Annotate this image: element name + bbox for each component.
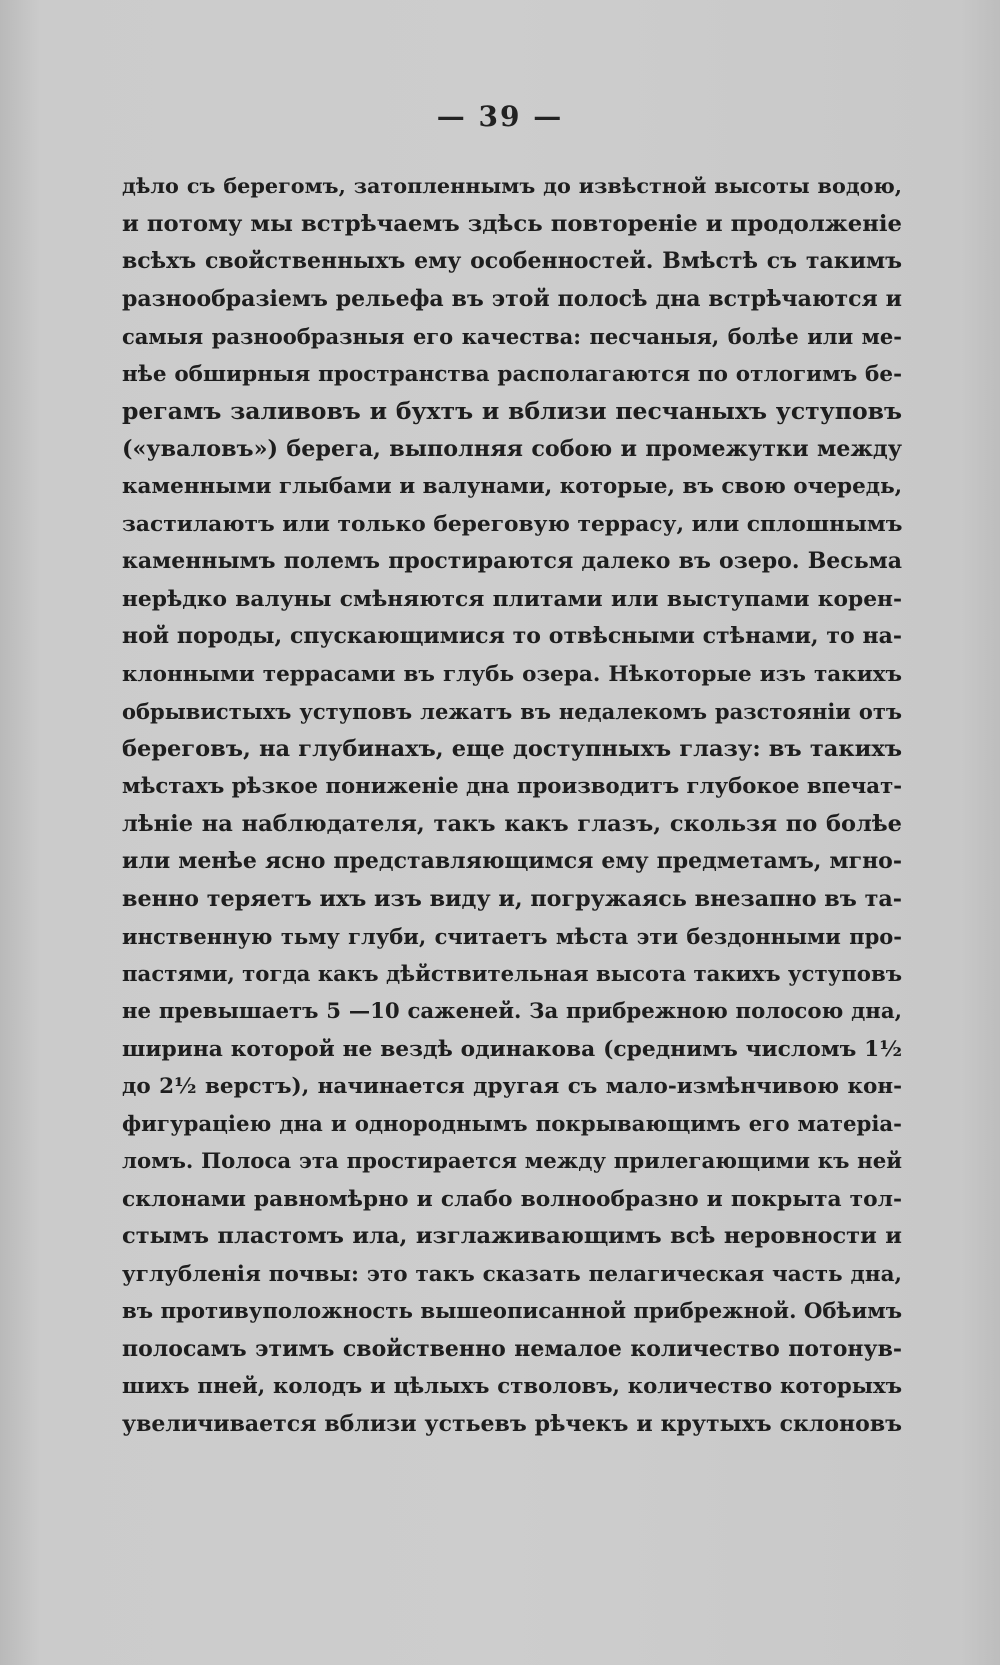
text-line-20: венно теряетъ ихъ изъ виду и, погружаясь внезапно въ та-: [122, 885, 902, 912]
text-line-9: каменными глыбами и валунами, которые, въ свою очередь,: [122, 474, 902, 499]
text-line-25: до 2½ верстъ), начинается другая съ мало-измѣнчивою кон-: [122, 1074, 902, 1099]
text-line-2: и потому мы встрѣчаемъ здѣсь повторенiе и продолженiе: [122, 210, 902, 237]
body-text: [122, 168, 902, 1443]
text-line-6: нѣе обширныя пространства располагаются по отлогимъ бе-: [122, 361, 902, 387]
text-line-13: ной породы, спускающимися то отвѣсными стѣнами, то на-: [122, 623, 902, 649]
text-line-22: пастями, тогда какъ дѣйствительная высота такихъ уступовъ: [122, 961, 902, 987]
text-line-16: береговъ, на глубинахъ, еще доступныхъ глазу: въ такихъ: [122, 735, 902, 762]
text-line-4: разнообразiемъ рельефа въ этой полосѣ дна встрѣчаются и: [122, 285, 902, 312]
text-line-8: («уваловъ») берега, выполняя собою и промежутки между: [122, 435, 902, 462]
text-line-11: каменнымъ полемъ простираются далеко въ озеро. Весьма: [122, 548, 902, 574]
text-line-5: самыя разнообразныя его качества: песчаныя, болѣе или ме-: [122, 324, 902, 349]
text-line-18: лѣнiе на наблюдателя, такъ какъ глазъ, скользя по болѣе: [122, 810, 902, 837]
text-line-33: шихъ пней, колодъ и цѣлыхъ стволовъ, количество которыхъ: [122, 1374, 902, 1399]
text-line-32: полосамъ этимъ свойственно немалое количество потонув-: [122, 1335, 902, 1362]
page-number: — 39 —: [436, 100, 564, 133]
text-line-31: въ противуположность вышеописанной прибрежной. Обѣимъ: [122, 1299, 902, 1324]
text-line-3: всѣхъ свойственныхъ ему особенностей. Вмѣстѣ съ такимъ: [122, 248, 902, 274]
text-line-12: нерѣдко валуны смѣняются плитами или выступами корен-: [122, 586, 902, 612]
text-line-15: обрывистыхъ уступовъ лежатъ въ недалекомъ разстоянiи отъ: [122, 699, 902, 724]
text-line-1: дѣло съ берегомъ, затопленнымъ до извѣстной высоты водою,: [122, 174, 902, 198]
text-line-27: ломъ. Полоса эта простирается между прилегающими къ ней: [122, 1149, 902, 1174]
text-line-17: мѣстахъ рѣзкое пониженiе дна производитъ глубокое впечат-: [122, 774, 902, 799]
text-line-7: регамъ заливовъ и бухтъ и вблизи песчаныхъ уступовъ: [122, 397, 902, 425]
text-line-21: инственную тьму глуби, считаетъ мѣста эти бездонными про-: [122, 924, 902, 949]
text-line-29: стымъ пластомъ ила, изглаживающимъ всѣ неровности и: [122, 1223, 902, 1249]
text-line-28: склонами равномѣрно и слабо волнообразно и покрыта тол-: [122, 1186, 902, 1212]
text-line-14: клонными террасами въ глубь озера. Нѣкоторые изъ такихъ: [122, 661, 902, 687]
text-line-19: или менѣе ясно представляющимся ему предметамъ, мгно-: [122, 848, 902, 874]
text-line-34: увеличивается вблизи устьевъ рѣчекъ и крутыхъ склоновъ: [122, 1410, 902, 1437]
text-line-30: углубленiя почвы: это такъ сказать пелагическая часть дна,: [122, 1261, 902, 1287]
text-line-26: фигурацiею дна и однороднымъ покрывающимъ его матерiа-: [122, 1111, 902, 1137]
text-line-24: ширина которой не вездѣ одинакова (среднимъ числомъ 1½: [122, 1036, 902, 1062]
text-line-23: не превышаетъ 5 —10 саженей. За прибрежною полосою дна,: [122, 999, 902, 1024]
text-line-10: застилаютъ или только береговую террасу, или сплошнымъ: [122, 511, 902, 537]
